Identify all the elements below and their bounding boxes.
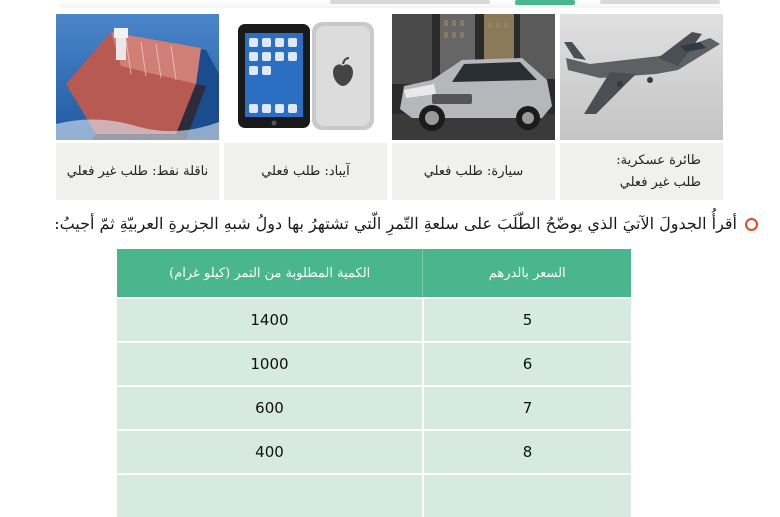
product-gallery: [56, 14, 723, 200]
cell-quantity: 1400: [117, 298, 423, 342]
fighter-jet-photo: [560, 14, 723, 140]
cell-price: 7: [423, 386, 631, 430]
oil-tanker-photo: [56, 14, 219, 140]
cell-price: 8: [423, 430, 631, 474]
cell-quantity: 400: [117, 430, 423, 474]
caption-car: سيارة: طلب فعلي: [392, 143, 555, 200]
dates-demand-table: [117, 249, 631, 517]
top-strip: [60, 0, 720, 8]
cropped-text-line: [330, 0, 490, 4]
cropped-text-line: [600, 0, 720, 4]
caption-fighter-line2: طلب غير فعلي: [619, 174, 701, 190]
question-prompt: [18, 214, 758, 233]
cell-price: 6: [423, 342, 631, 386]
caption-fighter-line1: طائرة عسكرية:: [616, 152, 701, 168]
table-header-row: [117, 249, 631, 298]
header-price: السعر بالدرهم: [423, 249, 631, 298]
card-oil-tanker: [56, 14, 219, 200]
table-row: [117, 430, 631, 474]
ipad-photo: [224, 14, 387, 140]
card-ipad: [224, 14, 387, 200]
table-row: [117, 386, 631, 430]
table-row-partial: [117, 474, 631, 517]
table-row: [117, 342, 631, 386]
caption-fighter-jet: [560, 143, 723, 200]
caption-ipad: آيباد: طلب فعلي: [224, 143, 387, 200]
cell-quantity: 1000: [117, 342, 423, 386]
table-row: [117, 298, 631, 342]
cell-quantity: 600: [117, 386, 423, 430]
cell-price: 5: [423, 298, 631, 342]
question-text: أقرأُ الجدولَ الآتيَ الذي يوضّحُ الطّلَبَ على سلعةِ التّمرِ الّتي تشتهرُ بها دولُ شبهِ الجزيرةِ العربيّةِ ثمّ أجيبُ:: [54, 214, 737, 233]
card-fighter-jet: [560, 14, 723, 200]
suv-car-photo: [392, 14, 555, 140]
card-car: [392, 14, 555, 200]
header-quantity: الكمية المطلوبة من التمر (كيلو غرام): [117, 249, 423, 298]
bullet-icon: [745, 218, 758, 231]
cropped-highlight: [515, 0, 575, 5]
caption-oil-tanker: ناقلة نفط: طلب غير فعلي: [56, 143, 219, 200]
